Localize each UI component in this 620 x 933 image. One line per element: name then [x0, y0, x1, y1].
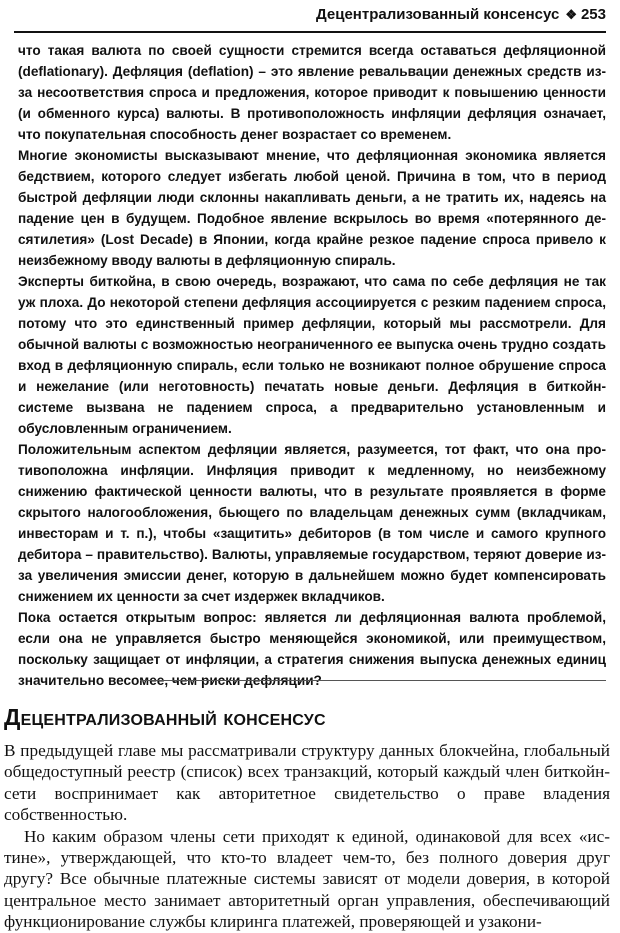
- sidebar-paragraph: Пока остается открытым вопрос: является ли дефляционная валюта проблемой, если она не управляется быстро меняющейся экономикой, или преимуществом, поскольку защищает от инфляции, а стратегия снижения выпуска денежных единиц значительно весомее, чем риски дефляции?: [18, 610, 606, 688]
- body-paragraph: Но каким образом члены сети приходят к единой, одинаковой для всех «истине», утверждающей, что кто-то владеет чем-то, без полного доверия друг другу? Все обычные платежные системы зависят от модели доверия, в которой центральное место занимает авторитетный орган управления, обеспечивающий функционирование службы клиринга платежей, проверяющей и узакони-: [4, 826, 610, 932]
- diamond-ornament-icon: ❖: [565, 7, 577, 22]
- sidebar-paragraph: Эксперты биткойна, в свою очередь, возражают, что сама по себе дефляция не так уж плоха. До некоторой степени дефляция ассоциируется с резким падением спроса, потому что это единственный пример дефляции, который мы рассмотрели. Для обычной валюты с возможностью неограниченного ее выпуска очень трудно создать вход в дефляционную спираль, если только не возникают полное обрушение спроса и нежелание (или неготовность) печатать новые деньги. Дефляция в биткойн-системе вызвана не падением спроса, а предварительно установленным и обусловленным ограничением.: [18, 274, 606, 436]
- sidebar-paragraph: что такая валюта по своей сущности стремится всегда оставаться дефляционной (deflationary). Дефляция (deflation) – это явление ревальвации денежных средств из-за несоответствия спроса и предложения, которое приводит к повышению ценности (и обменного курса) валюты. В противоположность инфляции дефляция означает, что покупательная способность денег возрастает со временем.: [18, 43, 606, 142]
- body-paragraph: В предыдущей главе мы рассматривали структуру данных блокчейна, глобальный общедоступный реестр (список) всех транзакций, который каждый член биткойн-сети воспринимает как авторитетное свидетельство о праве владения собственностью.: [4, 741, 610, 825]
- running-head: [316, 6, 606, 26]
- sidebar-bottom-rule: [140, 680, 606, 681]
- sidebar-paragraph: Многие экономисты высказывают мнение, что дефляционная экономика является бедствием, которого следует избегать любой ценой. Причина в том, что в период быстрой дефляции люди склонны накапливать деньги, а не тратить их, надеясь на падение цен в будущем. Подобное явление вскрылось во время «потерянного десятилетия» (Lost Decade) в Японии, когда крайне резкое падение спроса привело к неизбежному вводу валюты в дефляционную спираль.: [18, 148, 606, 268]
- page-number: 253: [580, 6, 606, 23]
- header-rule: [14, 31, 606, 33]
- sidebar-paragraph: Положительным аспектом дефляции является, разумеется, тот факт, что она противоположна инфляции. Инфляция приводит к медленному, но неизбежному снижению фактической ценности валюты, что в результате проявляется в форме скрытого налогообложения, бьющего по владельцам денежных сумм (вкладчикам, инвесторам и т. п.), чтобы «защитить» дебиторов (в том числе и самого крупного дебитора – правительство). Валюты, управляемые государством, теряют доверие из-за увеличения эмиссии денег, которую в дальнейшем можно будет компенсировать снижением их ценности за счет издержек вкладчиков.: [18, 442, 606, 604]
- chapter-title: Децентрализованный консенсус: [316, 6, 560, 23]
- sidebar-note: [18, 40, 606, 691]
- body-text: [4, 740, 610, 933]
- section-heading: Децентрализованный консенсус: [4, 704, 326, 730]
